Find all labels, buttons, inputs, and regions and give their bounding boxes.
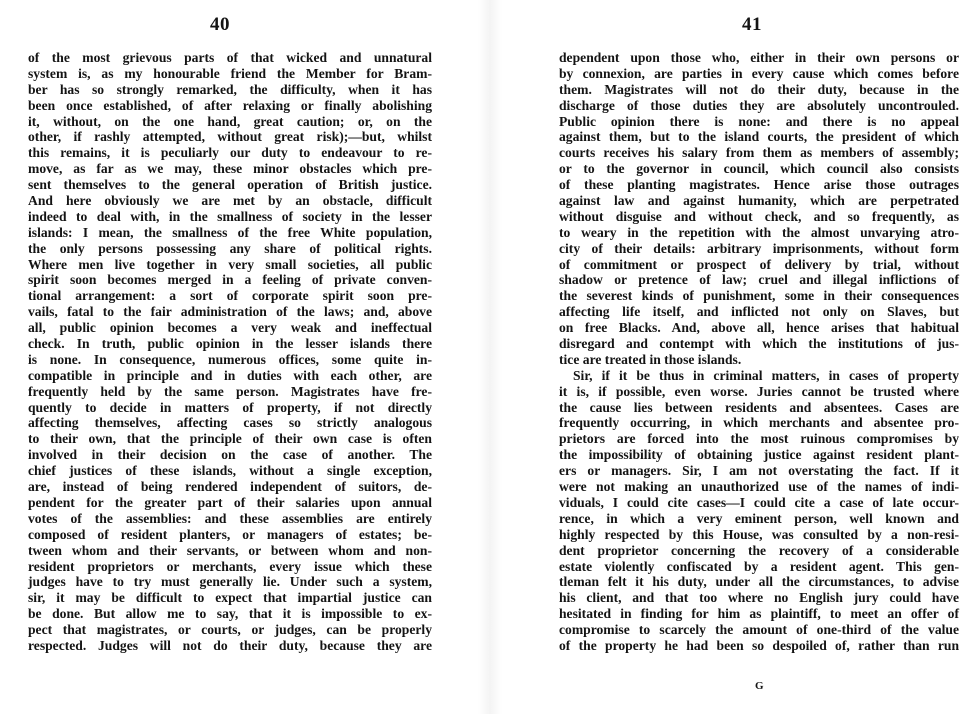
text-line: other, if rashly attempted, without great risk);—but, whilst xyxy=(28,129,432,145)
text-line: it, without, on the one hand, great caution; or, on the xyxy=(28,113,432,129)
right-page-text xyxy=(559,50,959,654)
text-line: frequently held by the same person. Magistrates have fre- xyxy=(28,383,432,399)
text-line: tice are treated in those islands. xyxy=(559,351,742,367)
text-line: check. In truth, public opinion in the lesser islands there xyxy=(28,336,432,352)
text-line: affecting themselves, affecting cases so strictly analogous xyxy=(28,415,432,431)
text-line: affecting life itself, and inflicted not only on Slaves, but xyxy=(559,304,959,320)
text-line: is none. In consequence, numerous offices, some quite in- xyxy=(28,351,432,367)
left-page-text xyxy=(28,50,432,654)
text-line: viduals, I could cite cases—I could cite a case of late occur- xyxy=(559,494,959,510)
text-line: discharge of those duties they are absolutely uncontrouled. xyxy=(559,97,959,113)
text-line: all, public opinion becomes a very weak and ineffectual xyxy=(28,320,432,336)
text-line: vails, fatal to the fair administration of the laws; and, above xyxy=(28,304,432,320)
text-line: quently to decide in matters of property, if not directly xyxy=(28,399,432,415)
text-line: shadow or pretence of law; cruel and illegal inflictions of xyxy=(559,272,959,288)
text-line: system is, as my honourable friend the Member for Bram- xyxy=(28,65,432,81)
text-line: prietors are forced into the most ruinous compromises by xyxy=(559,431,959,447)
text-line: to weary in the repetition with the almost unvarying atro- xyxy=(559,224,959,240)
text-line: Sir, if it be thus in criminal matters, in cases of property xyxy=(573,367,959,383)
text-line: pendent for the greater part of their salaries upon annual xyxy=(28,494,432,510)
text-line: tional arrangement: a sort of corporate spirit soon pre- xyxy=(28,288,432,304)
text-line: disregard and contempt with which the institutions of jus- xyxy=(559,336,959,352)
text-line: tween whom and their servants, or between whom and non- xyxy=(28,542,432,558)
text-line: or to the governor in council, which council also consists xyxy=(559,161,959,177)
text-line: resident proprietors or merchants, every issue which these xyxy=(28,558,432,574)
text-line: against them, but to the island courts, the president of which xyxy=(559,129,959,145)
text-line: been once established, of after relaxing or finally abolishing xyxy=(28,97,432,113)
text-line: votes of the assemblies: and these assemblies are entirely xyxy=(28,510,432,526)
text-line: on free Blacks. And, above all, hence arises that habitual xyxy=(559,320,959,336)
text-line: composed of resident planters, or managers of estates; be- xyxy=(28,526,432,542)
text-line: tleman felt it his duty, under all the circumstances, to advise xyxy=(559,574,959,590)
text-line: pect that magistrates, or courts, or judges, can be properly xyxy=(28,622,432,638)
text-line: judges have to try must generally lie. Under such a system, xyxy=(28,574,432,590)
text-line: estate violently confiscated by a resident agent. This gen- xyxy=(559,558,959,574)
text-line: move, as far as we may, these minor obstacles which pre- xyxy=(28,161,432,177)
text-line: are, instead of being rendered independent of suitors, de- xyxy=(28,479,432,495)
text-line: dent proprietor concerning the recovery of a considerable xyxy=(559,542,959,558)
text-line: sir, it may be difficult to expect that impartial justice can xyxy=(28,590,432,606)
text-line: courts receives his salary from them as members of assembly; xyxy=(559,145,959,161)
text-line: hesitated in finding for him as plaintiff, to meet an offer of xyxy=(559,606,959,622)
text-line: the only persons possessing any share of political rights. xyxy=(28,240,432,256)
text-line: of these planting magistrates. Hence arise those outrages xyxy=(559,177,959,193)
text-line: Public opinion there is none: and there is no appeal xyxy=(559,113,959,129)
text-line: them. Magistrates will not do their duty, because in the xyxy=(559,81,959,97)
text-line: were not making an unauthorized use of the names of indi- xyxy=(559,479,959,495)
text-line: the cause lies between residents and absentees. Cases are xyxy=(559,399,959,415)
book-gutter xyxy=(478,0,502,714)
text-line: his client, and that too where no English jury could have xyxy=(559,590,959,606)
text-line: to their own, that the principle of their own case is often xyxy=(28,431,432,447)
text-line: of commitment or prospect of delivery by trial, without xyxy=(559,256,959,272)
text-line: this remains, it is peculiarly our duty to endeavour to re- xyxy=(28,145,432,161)
text-line: rence, in which a very eminent person, well known and xyxy=(559,510,959,526)
text-line: by connexion, are parties in every cause which comes before xyxy=(559,65,959,81)
text-line: respected. Judges will not do their duty, because they are xyxy=(28,637,432,653)
right-page-number: 41 xyxy=(742,14,762,35)
text-line: the severest kinds of punishment, some in their consequences xyxy=(559,288,959,304)
left-page xyxy=(0,0,475,714)
left-page-number: 40 xyxy=(210,14,230,35)
text-line: indeed to deal with, in the smallness of society in the lesser xyxy=(28,208,432,224)
text-line: highly respected by this House, was consulted by a non-resi- xyxy=(559,526,959,542)
signature-mark: G xyxy=(755,680,764,692)
text-line: compromise to scarcely the amount of one-third of the value xyxy=(559,622,959,638)
text-line: Where men live together in very small societies, all public xyxy=(28,256,432,272)
text-line: city of their details: arbitrary imprisonments, without form xyxy=(559,240,959,256)
text-line: And here obviously we are met by an obstacle, difficult xyxy=(28,193,432,209)
text-line: without disguise and without check, and so frequently, as xyxy=(559,208,959,224)
text-line: ber has so strongly remarked, the difficulty, when it has xyxy=(28,81,432,97)
text-line: of the most grievous parts of that wicked and unnatural xyxy=(28,50,432,65)
text-line: sent themselves to the general operation of British justice. xyxy=(28,177,432,193)
text-line: islands: I mean, the smallness of the free White population, xyxy=(28,224,432,240)
text-line: against law and against humanity, which are perpetrated xyxy=(559,193,959,209)
text-line: spirit soon becomes merged in a feeling of private conven- xyxy=(28,272,432,288)
text-line: involved in their decision on the case of another. The xyxy=(28,447,432,463)
text-line: chief justices of these islands, without a single exception, xyxy=(28,463,432,479)
text-line: dependent upon those who, either in their own persons or xyxy=(559,50,959,65)
text-line: ers or managers. Sir, I am not overstating the fact. If it xyxy=(559,463,959,479)
text-line: of the property he had been so despoiled of, rather than run xyxy=(559,637,959,653)
text-line: be done. But allow me to say, that it is impossible to ex- xyxy=(28,606,432,622)
text-line: the impossibility of obtaining justice against resident plant- xyxy=(559,447,959,463)
text-line: compatible in principle and in duties with each other, are xyxy=(28,367,432,383)
text-line: frequently occurring, in which merchants and absentee pro- xyxy=(559,415,959,431)
right-page xyxy=(505,0,980,714)
text-line: it is, if possible, even worse. Juries cannot be trusted where xyxy=(559,383,959,399)
